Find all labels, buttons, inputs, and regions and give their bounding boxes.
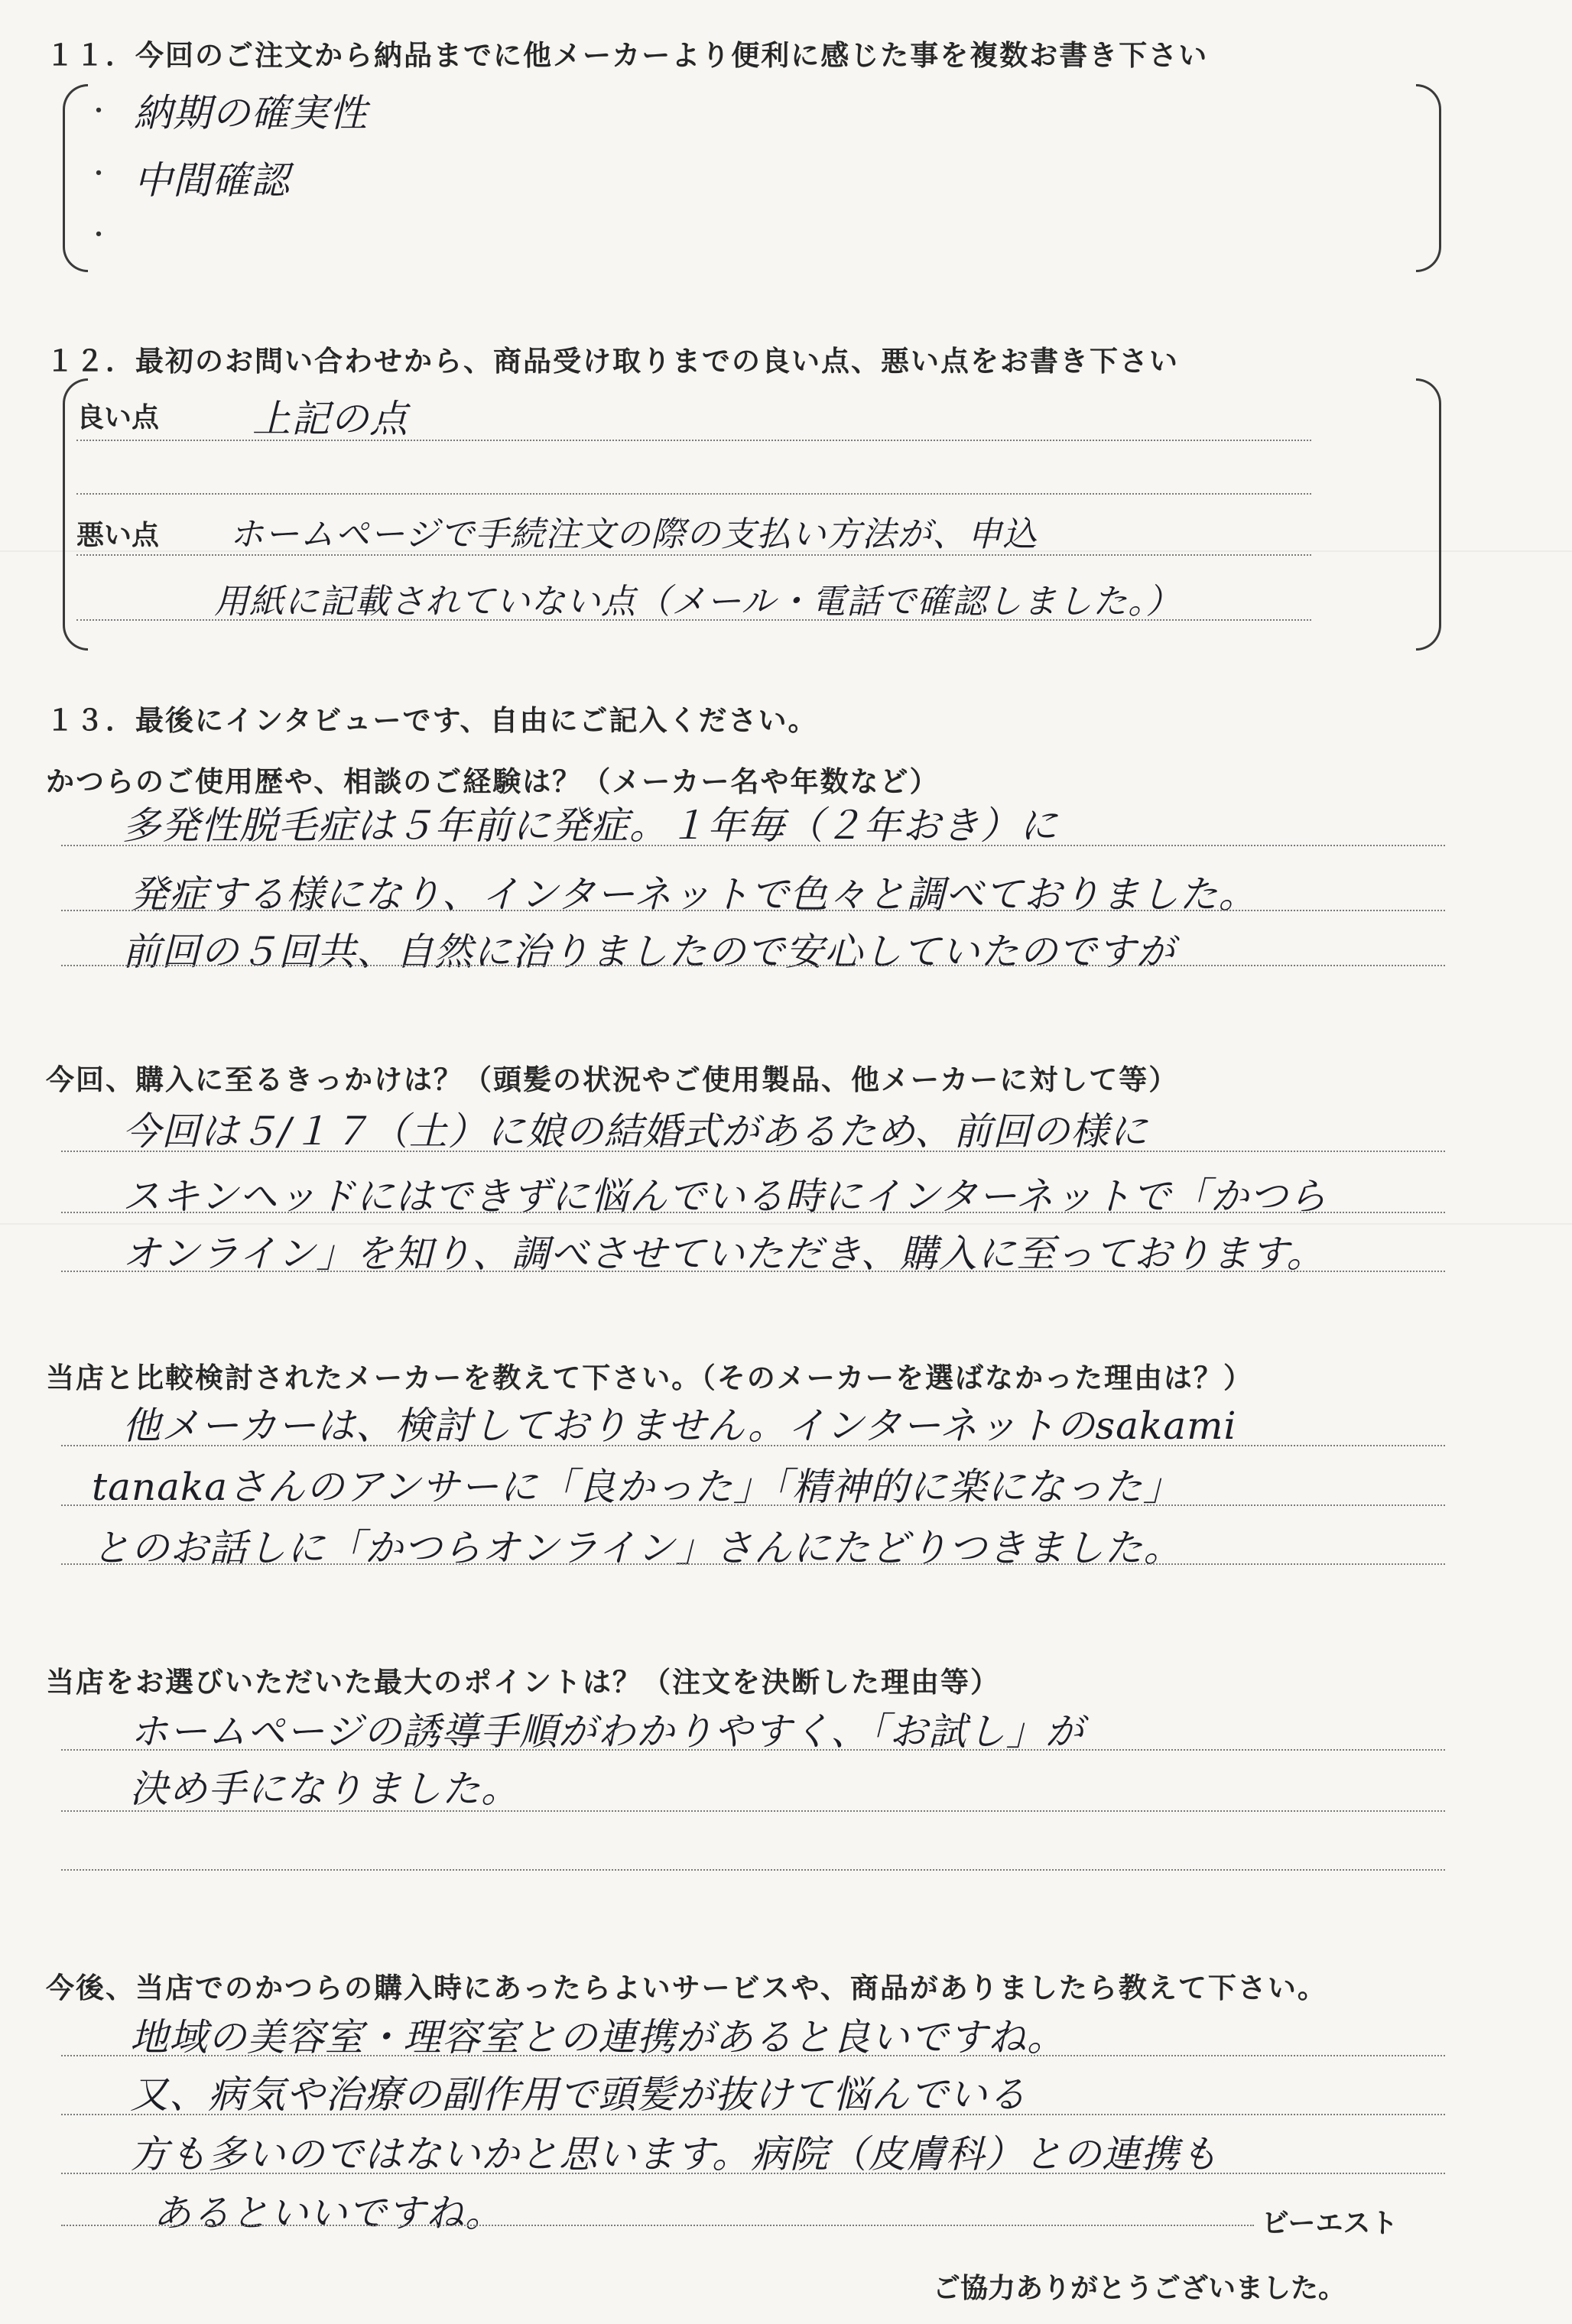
q11-bracket-right (1416, 84, 1441, 272)
answer-line (61, 1504, 1445, 1506)
answer-line (76, 440, 1311, 441)
bad-point-label: 悪い点 (76, 520, 160, 551)
answer-line (61, 2173, 1445, 2174)
good-point-label: 良い点 (76, 402, 160, 433)
answer-line (61, 910, 1445, 911)
trigger-answer-line: 今回は５/１７（土）に娘の結婚式があるため、前回の様に (122, 1109, 1148, 1154)
answer-line (61, 2114, 1445, 2115)
compare-answer-line: tanakaさんのアンサーに「良かった」「精神的に楽になった」 (92, 1465, 1183, 1509)
q13-title: １３．最後にインタビューです、自由にご記入ください。 (46, 704, 818, 737)
answer-line (61, 1869, 1445, 1871)
reason-answer-line: ホームページの誘導手順がわかりやすく、「お試し」が (130, 1709, 1084, 1754)
q11-answer-item: 中間確認 (134, 158, 290, 203)
good-point-answer: 上記の点 (252, 397, 408, 441)
trigger-question: 今回、購入に至るきっかけは？（頭髪の状況やご使用製品、他メーカーに対して等） (46, 1063, 1179, 1096)
q11-bracket-left (63, 84, 88, 272)
answer-line (61, 1445, 1445, 1446)
bullet-marker: ・ (86, 220, 112, 251)
answer-line (61, 2055, 1445, 2056)
bullet-marker: ・ (86, 159, 112, 190)
answer-line (61, 965, 1445, 966)
history-answer-line: 多発性脱毛症は５年前に発症。１年毎（２年おき）に (122, 803, 1058, 848)
answer-line (76, 554, 1311, 556)
bad-point-answer-line: ホームページで手続注文の際の支払い方法が、申込 (229, 514, 1038, 554)
future-answer-line: 方も多いのではないかと思います。病院（皮膚科）との連携も (130, 2132, 1219, 2176)
bullet-marker: ・ (86, 96, 112, 127)
trigger-answer-line: スキンヘッドにはできずに悩んでいる時にインターネットで「かつら (122, 1174, 1327, 1219)
answer-line (61, 1271, 1445, 1272)
q12-bracket-right (1416, 378, 1441, 651)
future-answer-line: 又、病気や治療の副作用で頭髪が抜けて悩んでいる (130, 2072, 1027, 2117)
answer-line (61, 845, 1445, 846)
history-answer-line: 発症する様になり、インターネットで色々と調べておりました。 (130, 872, 1258, 917)
future-answer-line: あるといいですね。 (153, 2191, 504, 2235)
answer-line (61, 1212, 1445, 1213)
q11-title: １１．今回のご注文から納品までに他メーカーより便利に感じた事を複数お書き下さい (46, 39, 1209, 72)
future-answer-line: 地域の美容室・理容室との連携があると良いですね。 (130, 2015, 1066, 2059)
thanks-message: ご協力ありがとうございました。 (933, 2273, 1346, 2304)
trigger-answer-line: オンライン」を知り、調べさせていただき、購入に至っております。 (122, 1232, 1326, 1276)
answer-line (61, 1749, 1445, 1751)
answer-line (61, 1563, 1445, 1565)
answer-line (76, 493, 1311, 495)
history-question: かつらのご使用歴や、相談のご経験は？（メーカー名や年数など） (46, 765, 940, 798)
q11-answer-item: 納期の確実性 (134, 91, 368, 135)
reason-question: 当店をお選びいただいた最大のポイントは？（注文を決断した理由等） (46, 1666, 1000, 1699)
q12-title: １２．最初のお問い合わせから、商品受け取りまでの良い点、悪い点をお書き下さい (46, 345, 1179, 378)
reason-answer-line: 決め手になりました。 (130, 1767, 520, 1811)
answer-line (61, 1810, 1445, 1812)
compare-answer-line: 他メーカーは、検討しておりません。インターネットのsakami (122, 1404, 1237, 1448)
compare-answer-line: とのお話しに「かつらオンライン」さんにたどりつきました。 (92, 1526, 1183, 1570)
company-name: ビーエスト (1262, 2208, 1398, 2239)
compare-question: 当店と比較検討されたメーカーを教えて下さい。（そのメーカーを選ばなかった理由は？） (46, 1362, 1254, 1394)
history-answer-line: 前回の５回共、自然に治りましたので安心していたのですが (122, 930, 1175, 974)
answer-line (76, 619, 1311, 621)
future-question: 今後、当店でのかつらの購入時にあったらよいサービスや、商品がありましたら教えて下さい。 (46, 1972, 1327, 2004)
answer-line (61, 1151, 1445, 1152)
answer-line (61, 2225, 1254, 2226)
bad-point-answer-line: 用紙に記載されていない点（メール・電話で確認しました。） (214, 581, 1181, 622)
